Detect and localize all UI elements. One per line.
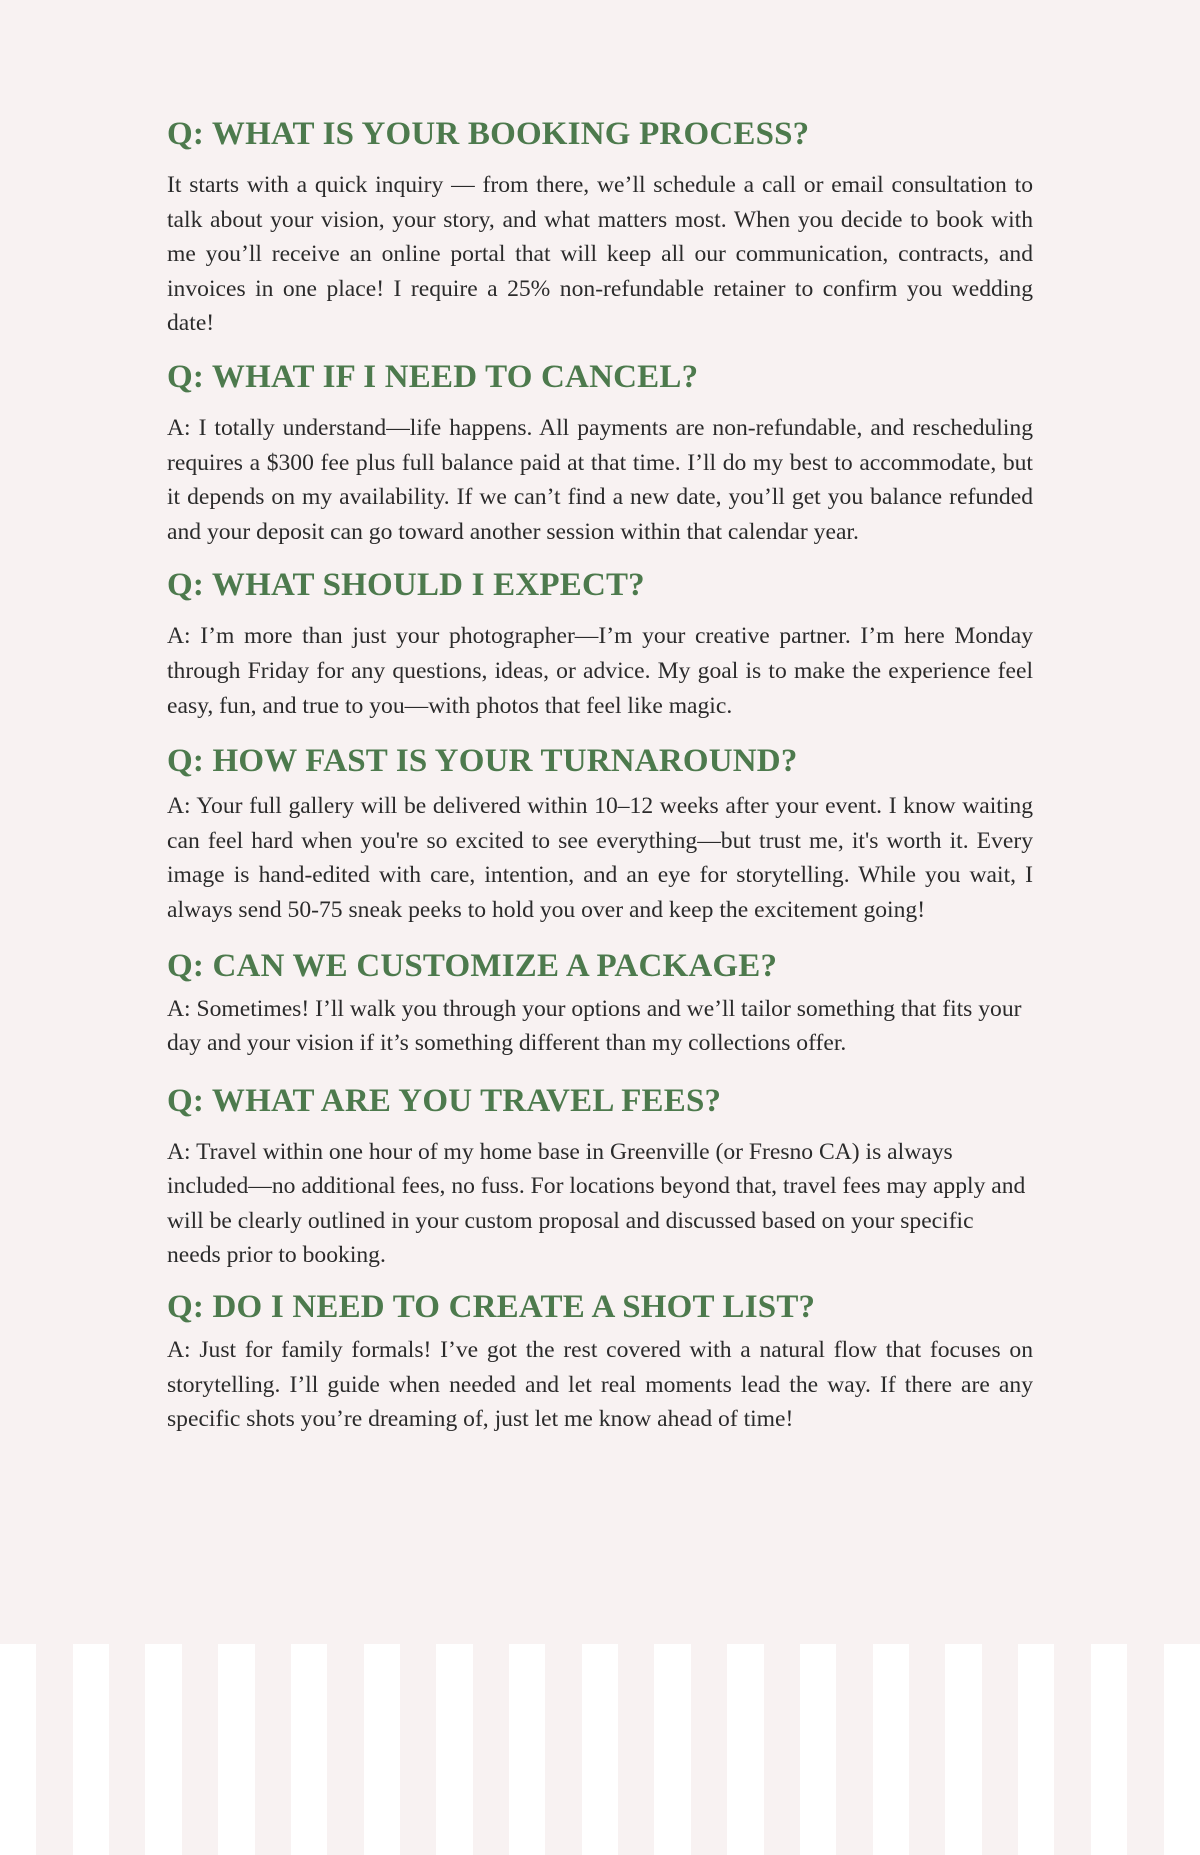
stripe <box>1127 1644 1163 1855</box>
stripe <box>327 1644 363 1855</box>
faq-question: Q: HOW FAST IS YOUR TURNAROUND? <box>167 743 798 780</box>
stripe <box>0 1644 36 1855</box>
stripe <box>509 1644 545 1855</box>
faq-item-cancel <box>167 355 1033 549</box>
stripe <box>473 1644 509 1855</box>
stripe <box>836 1644 872 1855</box>
stripe <box>945 1644 981 1855</box>
stripe <box>727 1644 763 1855</box>
faq-answer: A: Just for family formals! I’ve got the rest covered with a natural flow that focuses on storytelling. I’ll guide when needed and let real moments lead the way. If there are any specific shots you’re dreaming of, just let me know ahead of time! <box>167 1337 1033 1433</box>
stripe <box>436 1644 472 1855</box>
faq-question: Q: WHAT ARE YOU TRAVEL FEES? <box>167 1082 722 1119</box>
faq-question: Q: WHAT IF I NEED TO CANCEL? <box>167 358 699 395</box>
faq-answer: A: Sometimes! I’ll walk you through your options and we’ll tailor something that fits your day and your vision if it’s something different than my collections offer. <box>167 995 1022 1057</box>
stripe <box>400 1644 436 1855</box>
stripe <box>873 1644 909 1855</box>
stripe <box>764 1644 800 1855</box>
faq-question: Q: CAN WE CUSTOMIZE A PACKAGE? <box>167 947 778 984</box>
faq-item-expect <box>167 563 1033 723</box>
stripe <box>1164 1644 1200 1855</box>
faq-answer: A: Travel within one hour of my home base in Greenville (or Fresno CA) is always included—no additional fees, no fuss. For locations beyond that, travel fees may apply and will be clearly outlined in your custom proposal and discussed based on your specific needs prior to booking. <box>167 1138 1026 1269</box>
faq-item-shot-list <box>167 1285 1033 1437</box>
faq-question: Q: WHAT IS YOUR BOOKING PROCESS? <box>167 116 810 152</box>
stripe <box>291 1644 327 1855</box>
stripe <box>654 1644 690 1855</box>
faq-answer: A: I’m more than just your photographer—I’m your creative partner. I’m here Monday through Friday for any questions, ideas, or advice. My goal is to make the experience feel easy, fun, and true to you—with photos that feel like magic. <box>167 623 1033 719</box>
stripe <box>909 1644 945 1855</box>
stripe <box>109 1644 145 1855</box>
stripe <box>218 1644 254 1855</box>
faq-question: Q: WHAT SHOULD I EXPECT? <box>167 567 645 604</box>
stripe <box>73 1644 109 1855</box>
stripe <box>691 1644 727 1855</box>
stripe <box>618 1644 654 1855</box>
faq-question: Q: DO I NEED TO CREATE A SHOT LIST? <box>167 1289 816 1326</box>
stripe <box>1018 1644 1054 1855</box>
faq-section <box>167 112 1033 1437</box>
stripe <box>582 1644 618 1855</box>
decorative-stripes <box>0 1644 1200 1855</box>
stripe <box>1091 1644 1127 1855</box>
faq-item-travel-fees <box>167 1079 1033 1273</box>
faq-item-customize <box>167 944 1033 1061</box>
faq-item-turnaround <box>167 739 1033 927</box>
faq-item-booking-process <box>167 112 1033 341</box>
stripe <box>36 1644 72 1855</box>
stripe <box>1054 1644 1090 1855</box>
stripe <box>800 1644 836 1855</box>
stripe <box>145 1644 181 1855</box>
stripe <box>982 1644 1018 1855</box>
stripe <box>545 1644 581 1855</box>
stripe <box>364 1644 400 1855</box>
faq-answer: A: I totally understand—life happens. All payments are non-refundable, and rescheduling requires a $300 fee plus full balance paid at that time. I’ll do my best to accommodate, but it depends on my availability. If we can’t find a new date, you’ll get you balance refunded and your deposit can go toward another session within that calendar year. <box>167 414 1033 545</box>
stripe <box>255 1644 291 1855</box>
faq-answer: A: Your full gallery will be delivered within 10–12 weeks after your event. I know waiting can feel hard when you're so excited to see everything—but trust me, it's worth it. Every image is hand-edited with care, intention, and an eye for storytelling. While you wait, I always send 50-75 sneak peeks to hold you over and keep the excitement going! <box>167 793 1033 923</box>
stripe <box>182 1644 218 1855</box>
faq-answer: It starts with a quick inquiry — from there, we’ll schedule a call or email consultation to talk about your vision, your story, and what matters most. When you decide to book with me you’ll receive an online portal that will keep all our communication, contracts, and invoices in one place! I require a 25% non-refundable retainer to confirm you wedding date! <box>167 172 1033 337</box>
